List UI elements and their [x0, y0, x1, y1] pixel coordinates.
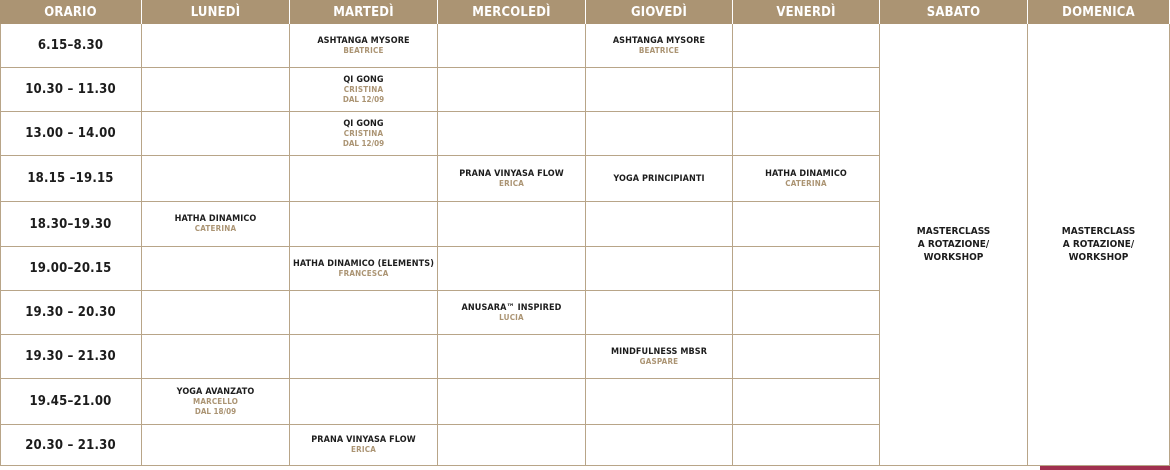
- class-entry: [290, 68, 438, 112]
- schedule-cell: [290, 291, 438, 335]
- schedule-cell: [733, 425, 880, 466]
- header-mercoledi: MERCOLEDÌ: [438, 0, 586, 24]
- schedule-cell: [438, 24, 586, 68]
- schedule-cell: [142, 112, 290, 156]
- teacher-name: GASPARE: [639, 356, 679, 366]
- class-entry: [586, 156, 733, 202]
- header-domenica: DOMENICA: [1028, 0, 1170, 24]
- schedule-cell: [733, 68, 880, 112]
- time-slot-label: 18.15 –19.15: [27, 171, 114, 186]
- accent-bar: [1040, 466, 1170, 470]
- time-cell: [0, 156, 142, 202]
- schedule-cell: [142, 247, 290, 291]
- time-cell: [0, 425, 142, 466]
- schedule-cell: [733, 335, 880, 379]
- class-name: ASHTANGA MYSORE: [317, 35, 410, 46]
- schedule-cell: [733, 202, 880, 247]
- time-cell: [0, 379, 142, 425]
- schedule-cell: [586, 379, 733, 425]
- schedule-cell: [438, 202, 586, 247]
- time-cell: [0, 112, 142, 156]
- schedule-cell: [438, 379, 586, 425]
- time-slot-label: 6.15–8.30: [37, 38, 104, 53]
- schedule-cell: [733, 112, 880, 156]
- schedule-cell: [290, 156, 438, 202]
- class-entry: [438, 291, 586, 335]
- class-entry: [438, 156, 586, 202]
- schedule-cell: [142, 24, 290, 68]
- class-entry: [290, 112, 438, 156]
- header-sabato: SABATO: [880, 0, 1028, 24]
- schedule-cell: [438, 425, 586, 466]
- weekend-masterclass-cell: [1028, 24, 1170, 466]
- teacher-name: CATERINA: [785, 178, 827, 188]
- start-date-note: DAL 12/09: [342, 138, 385, 148]
- schedule-cell: [733, 379, 880, 425]
- schedule-cell: [438, 247, 586, 291]
- time-cell: [0, 24, 142, 68]
- time-slot-label: 18.30–19.30: [29, 216, 112, 232]
- class-name: PRANA VINYASA FLOW: [311, 435, 416, 445]
- schedule-cell: [733, 247, 880, 291]
- class-name: YOGA AVANZATO: [176, 386, 255, 397]
- header-martedi: MARTEDÌ: [290, 0, 438, 24]
- class-entry: [142, 202, 290, 247]
- masterclass-text-line: MASTERCLASS: [1061, 226, 1136, 237]
- class-name: ASHTANGA MYSORE: [612, 35, 706, 46]
- time-slot-label: 20.30 – 21.30: [25, 437, 116, 453]
- teacher-name: BEATRICE: [638, 45, 680, 55]
- teacher-name: ERICA: [351, 445, 376, 454]
- schedule-cell: [290, 202, 438, 247]
- header-venerdi: VENERDÌ: [733, 0, 880, 24]
- schedule-cell: [438, 335, 586, 379]
- time-slot-label: 19.45–21.00: [29, 394, 112, 409]
- teacher-name: CRISTINA: [343, 84, 384, 94]
- time-cell: [0, 335, 142, 379]
- class-name: HATHA DINAMICO (ELEMENTS): [292, 258, 435, 269]
- class-entry: [142, 379, 290, 425]
- masterclass-text-line: WORKSHOP: [1068, 252, 1129, 263]
- teacher-name: LUCIA: [499, 312, 524, 322]
- time-slot-label: 10.30 – 11.30: [25, 82, 116, 97]
- class-name: QI GONG: [343, 118, 384, 129]
- time-cell: [0, 291, 142, 335]
- schedule-cell: [586, 247, 733, 291]
- teacher-name: MARCELLO: [192, 396, 239, 406]
- schedule-cell: [586, 112, 733, 156]
- start-date-note: DAL 18/09: [194, 406, 237, 416]
- class-name: HATHA DINAMICO: [174, 214, 257, 224]
- time-slot-label: 13.00 – 14.00: [25, 126, 116, 141]
- schedule-cell: [586, 202, 733, 247]
- schedule-cell: [438, 68, 586, 112]
- weekend-masterclass-cell: [880, 24, 1028, 466]
- class-entry: [290, 24, 438, 68]
- class-name: PRANA VINYASA FLOW: [459, 168, 564, 179]
- class-entry: [586, 335, 733, 379]
- masterclass-text-line: A ROTAZIONE/: [917, 239, 990, 250]
- schedule-cell: [142, 425, 290, 466]
- teacher-name: CRISTINA: [343, 128, 384, 138]
- schedule-cell: [290, 379, 438, 425]
- time-slot-label: 19.30 – 21.30: [25, 349, 116, 364]
- class-entry: [733, 156, 880, 202]
- teacher-name: CATERINA: [194, 224, 237, 233]
- header-lunedi: LUNEDÌ: [142, 0, 290, 24]
- teacher-name: BEATRICE: [343, 45, 384, 55]
- schedule-cell: [142, 335, 290, 379]
- schedule-cell: [142, 291, 290, 335]
- teacher-name: FRANCESCA: [338, 268, 389, 278]
- schedule-cell: [438, 112, 586, 156]
- time-slot-label: 19.30 – 20.30: [25, 305, 116, 320]
- time-cell: [0, 68, 142, 112]
- header-orario: ORARIO: [0, 0, 142, 24]
- masterclass-text-line: MASTERCLASS: [916, 226, 991, 237]
- schedule-cell: [142, 68, 290, 112]
- class-name: HATHA DINAMICO: [765, 168, 847, 179]
- schedule-cell: [586, 68, 733, 112]
- time-slot-label: 19.00–20.15: [29, 261, 112, 276]
- class-name: MINDFULNESS MBSR: [610, 346, 708, 357]
- teacher-name: ERICA: [499, 178, 524, 188]
- class-entry: [586, 24, 733, 68]
- class-entry: [290, 247, 438, 291]
- header-giovedi: GIOVEDÌ: [586, 0, 733, 24]
- schedule-cell: [290, 335, 438, 379]
- time-cell: [0, 247, 142, 291]
- masterclass-text-line: A ROTAZIONE/: [1062, 239, 1135, 250]
- schedule-cell: [733, 24, 880, 68]
- class-name: YOGA PRINCIPIANTI: [613, 173, 705, 184]
- schedule-cell: [586, 425, 733, 466]
- schedule-cell: [586, 291, 733, 335]
- time-cell: [0, 202, 142, 247]
- class-entry: [290, 425, 438, 466]
- start-date-note: DAL 12/09: [342, 94, 385, 104]
- masterclass-text-line: WORKSHOP: [923, 252, 984, 263]
- class-name: ANUSARA™ INSPIRED: [461, 302, 562, 313]
- schedule-cell: [142, 156, 290, 202]
- class-name: QI GONG: [343, 74, 384, 85]
- schedule-cell: [733, 291, 880, 335]
